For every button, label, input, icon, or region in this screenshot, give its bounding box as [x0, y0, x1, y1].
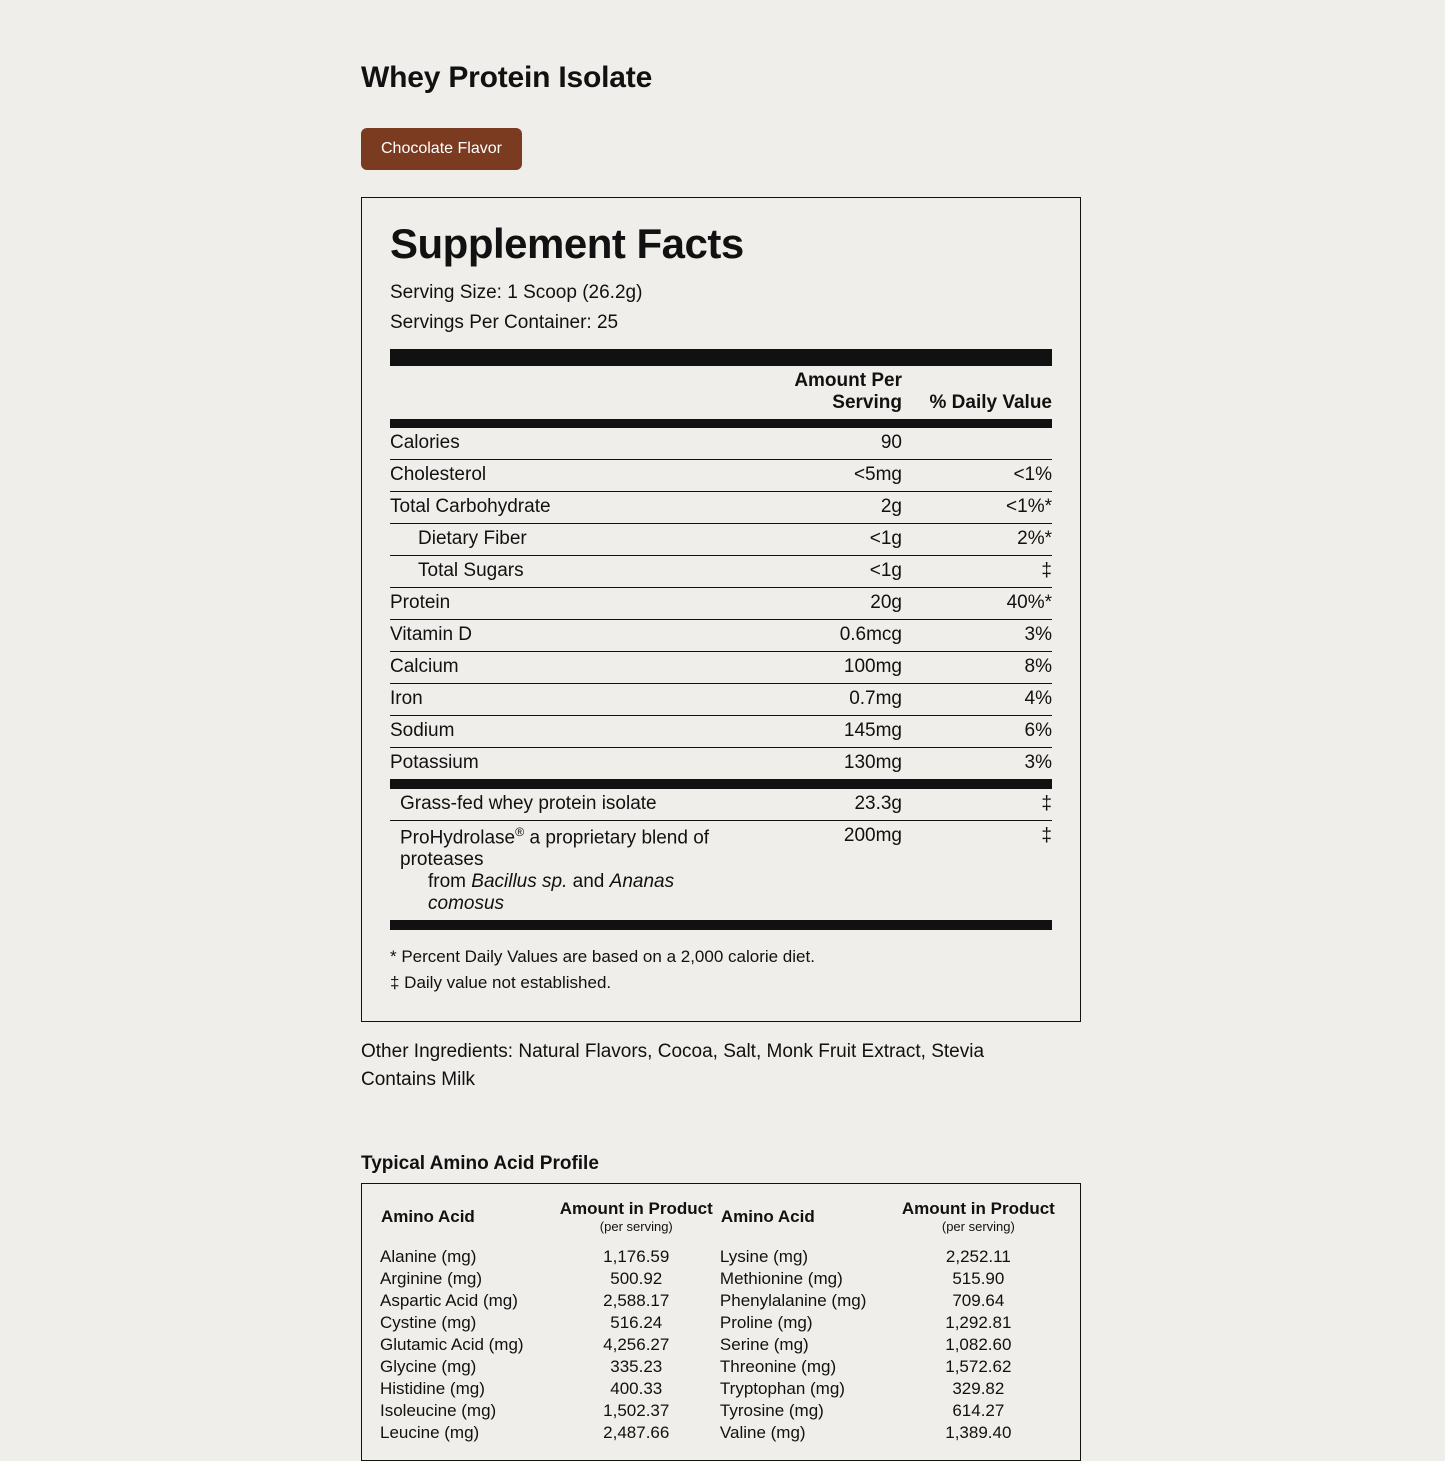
- nutrient-name: Potassium: [390, 747, 722, 779]
- nutrient-amount: 100mg: [722, 651, 902, 683]
- label-content: [361, 60, 1081, 1461]
- aa-name-right: Valine (mg): [719, 1423, 806, 1443]
- nutrient-amount: 145mg: [722, 715, 902, 747]
- nutrient-amount: 0.7mg: [722, 683, 902, 715]
- amino-acid-row: [380, 1422, 1062, 1444]
- footnotes: [390, 930, 1052, 995]
- aa-name-right: Tyrosine (mg): [719, 1401, 824, 1421]
- nutrient-amount: <1g: [722, 555, 902, 587]
- table-row: [390, 619, 1052, 651]
- amino-acid-row: [380, 1268, 1062, 1290]
- aa-amount-left: 2,588.17: [603, 1291, 670, 1311]
- aa-header-amount-left: [553, 1198, 720, 1236]
- aa-name-left: Cystine (mg): [380, 1313, 477, 1333]
- aa-amount-right: 709.64: [952, 1291, 1005, 1311]
- aa-header-amount-left-sub: (per serving): [599, 1219, 673, 1235]
- aa-header-amount-right: [895, 1198, 1062, 1236]
- table-row: [390, 587, 1052, 619]
- divider-thick-top: [390, 349, 1052, 366]
- ingredient-row: [390, 820, 1052, 920]
- aa-amount-right: 1,292.81: [945, 1313, 1012, 1333]
- footnote-not-established: ‡ Daily value not established.: [390, 972, 612, 992]
- nutrient-daily-value: ‡: [902, 555, 1052, 587]
- nutrient-daily-value: 8%: [902, 651, 1052, 683]
- amino-acid-row: [380, 1400, 1062, 1422]
- aa-amount-left: 2,487.66: [603, 1423, 670, 1443]
- aa-amount-left: 516.24: [610, 1313, 663, 1333]
- nutrient-daily-value: <1%: [902, 459, 1052, 491]
- aa-header-amount-right-sub: (per serving): [941, 1219, 1015, 1235]
- amino-acid-row: [380, 1334, 1062, 1356]
- nutrient-name: Vitamin D: [390, 619, 722, 651]
- amino-acid-panel: [361, 1183, 1081, 1461]
- aa-name-right: Methionine (mg): [719, 1269, 843, 1289]
- nutrient-daily-value: <1%*: [902, 491, 1052, 523]
- table-row: [390, 491, 1052, 523]
- nutrient-daily-value: 3%: [902, 619, 1052, 651]
- aa-amount-right: 2,252.11: [945, 1247, 1011, 1267]
- aa-header-name-right: Amino Acid: [720, 1206, 815, 1226]
- nutrient-daily-value: 6%: [902, 715, 1052, 747]
- aa-name-left: Arginine (mg): [380, 1269, 483, 1289]
- table-row: [390, 651, 1052, 683]
- aa-amount-right: 614.27: [952, 1401, 1005, 1421]
- footnote-daily-values: * Percent Daily Values are based on a 2,000 calorie diet.: [390, 947, 815, 967]
- nutrient-amount: <1g: [722, 523, 902, 555]
- ingredient-name: ProHydrolase® a proprietary blend of proteases from Bacillus sp. and Ananas comosus: [390, 820, 722, 920]
- aa-name-left: Histidine (mg): [380, 1379, 485, 1399]
- divider-medium-2: [390, 780, 1052, 789]
- nutrient-name: Calories: [390, 428, 722, 460]
- table-row: [390, 523, 1052, 555]
- header-blank: [390, 366, 722, 419]
- aa-header-amount-right-main: Amount in Product: [901, 1199, 1055, 1219]
- nutrient-name: Total Sugars: [390, 555, 722, 587]
- nutrient-rows: [390, 428, 1052, 780]
- nutrient-amount: 0.6mcg: [722, 619, 902, 651]
- nutrient-amount: 20g: [722, 587, 902, 619]
- ingredient-row: [390, 789, 1052, 821]
- aa-name-right: Proline (mg): [719, 1313, 813, 1333]
- ingredient-daily-value: ‡: [902, 789, 1052, 821]
- nutrient-amount: <5mg: [722, 459, 902, 491]
- amino-acid-row: [380, 1378, 1062, 1400]
- other-ingredients-line: Contains Milk: [361, 1068, 476, 1090]
- aa-name-left: Isoleucine (mg): [380, 1401, 497, 1421]
- serving-size: Serving Size: 1 Scoop (26.2g): [390, 282, 643, 304]
- aa-amount-left: 500.92: [610, 1269, 663, 1289]
- nutrient-daily-value: 4%: [902, 683, 1052, 715]
- page-title: Whey Protein Isolate: [361, 61, 653, 94]
- aa-name-left: Leucine (mg): [380, 1423, 480, 1443]
- nutrient-name: Dietary Fiber: [390, 523, 722, 555]
- aa-amount-right: 1,572.62: [945, 1357, 1012, 1377]
- header-daily-value: % Daily Value: [929, 391, 1052, 413]
- aa-amount-left: 4,256.27: [603, 1335, 670, 1355]
- aa-name-right: Threonine (mg): [719, 1357, 837, 1377]
- table-row: [390, 747, 1052, 779]
- aa-spacer-row: [380, 1236, 1062, 1246]
- nutrient-name: Calcium: [390, 651, 722, 683]
- nutrient-daily-value: 3%: [902, 747, 1052, 779]
- aa-amount-left: 335.23: [610, 1357, 663, 1377]
- aa-name-left: Aspartic Acid (mg): [380, 1291, 518, 1311]
- supplement-facts-title: Supplement Facts: [390, 220, 744, 267]
- nutrient-amount: 90: [722, 428, 902, 460]
- aa-name-right: Serine (mg): [719, 1335, 809, 1355]
- nutrient-daily-value: [902, 428, 1052, 460]
- aa-amount-left: 400.33: [610, 1379, 663, 1399]
- aa-name-left: Alanine (mg): [380, 1247, 477, 1267]
- aa-header-name-left: Amino Acid: [381, 1206, 475, 1226]
- flavor-badge: Chocolate Flavor: [361, 128, 522, 170]
- aa-name-right: Phenylalanine (mg): [719, 1291, 867, 1311]
- divider-medium-3: [390, 921, 1052, 930]
- supplement-facts-panel: [361, 197, 1081, 1022]
- table-row: [390, 715, 1052, 747]
- aa-name-right: Tryptophan (mg): [719, 1379, 845, 1399]
- nutrient-amount: 2g: [722, 491, 902, 523]
- table-row: [390, 459, 1052, 491]
- aa-amount-right: 1,389.40: [945, 1423, 1012, 1443]
- amino-acid-header-row: [380, 1198, 1062, 1236]
- aa-amount-left: 1,176.59: [603, 1247, 670, 1267]
- ingredient-name: Grass-fed whey protein isolate: [390, 789, 722, 821]
- amino-acid-table: [380, 1198, 1062, 1444]
- nutrient-name: Iron: [390, 683, 722, 715]
- ingredient-amount: 200mg: [722, 820, 902, 920]
- other-ingredients-line: Other Ingredients: Natural Flavors, Cocoa, Salt, Monk Fruit Extract, Stevia: [361, 1041, 985, 1063]
- aa-header-amount-left-main: Amount in Product: [559, 1199, 713, 1219]
- table-header-row: [390, 366, 1052, 419]
- amino-acid-row: [380, 1290, 1062, 1312]
- ingredient-daily-value: ‡: [902, 820, 1052, 920]
- table-row: [390, 555, 1052, 587]
- nutrient-daily-value: 40%*: [902, 587, 1052, 619]
- amino-acid-row: [380, 1356, 1062, 1378]
- amino-acid-row: [380, 1312, 1062, 1334]
- nutrient-amount: 130mg: [722, 747, 902, 779]
- aa-name-right: Lysine (mg): [719, 1247, 809, 1267]
- aa-amount-right: 329.82: [952, 1379, 1005, 1399]
- table-row: [390, 428, 1052, 460]
- nutrient-name: Sodium: [390, 715, 722, 747]
- amino-acid-row: [380, 1246, 1062, 1268]
- amino-acid-title: Typical Amino Acid Profile: [361, 1153, 599, 1175]
- other-ingredients: [361, 1022, 1061, 1093]
- nutrition-table: [390, 366, 1052, 419]
- nutrient-name: Total Carbohydrate: [390, 491, 722, 523]
- aa-amount-left: 1,502.37: [603, 1401, 670, 1421]
- header-amount-per-serving: Amount Per Serving: [794, 369, 902, 413]
- aa-amount-right: 1,082.60: [945, 1335, 1012, 1355]
- aa-amount-right: 515.90: [952, 1269, 1005, 1289]
- ingredient-rows: [390, 789, 1052, 921]
- servings-per-container: Servings Per Container: 25: [390, 312, 619, 334]
- nutrient-name: Protein: [390, 587, 722, 619]
- nutrient-daily-value: 2%*: [902, 523, 1052, 555]
- aa-name-left: Glutamic Acid (mg): [380, 1335, 524, 1355]
- table-row: [390, 683, 1052, 715]
- ingredient-amount: 23.3g: [722, 789, 902, 821]
- divider-medium: [390, 419, 1052, 428]
- nutrient-name: Cholesterol: [390, 459, 722, 491]
- aa-name-left: Glycine (mg): [380, 1357, 477, 1377]
